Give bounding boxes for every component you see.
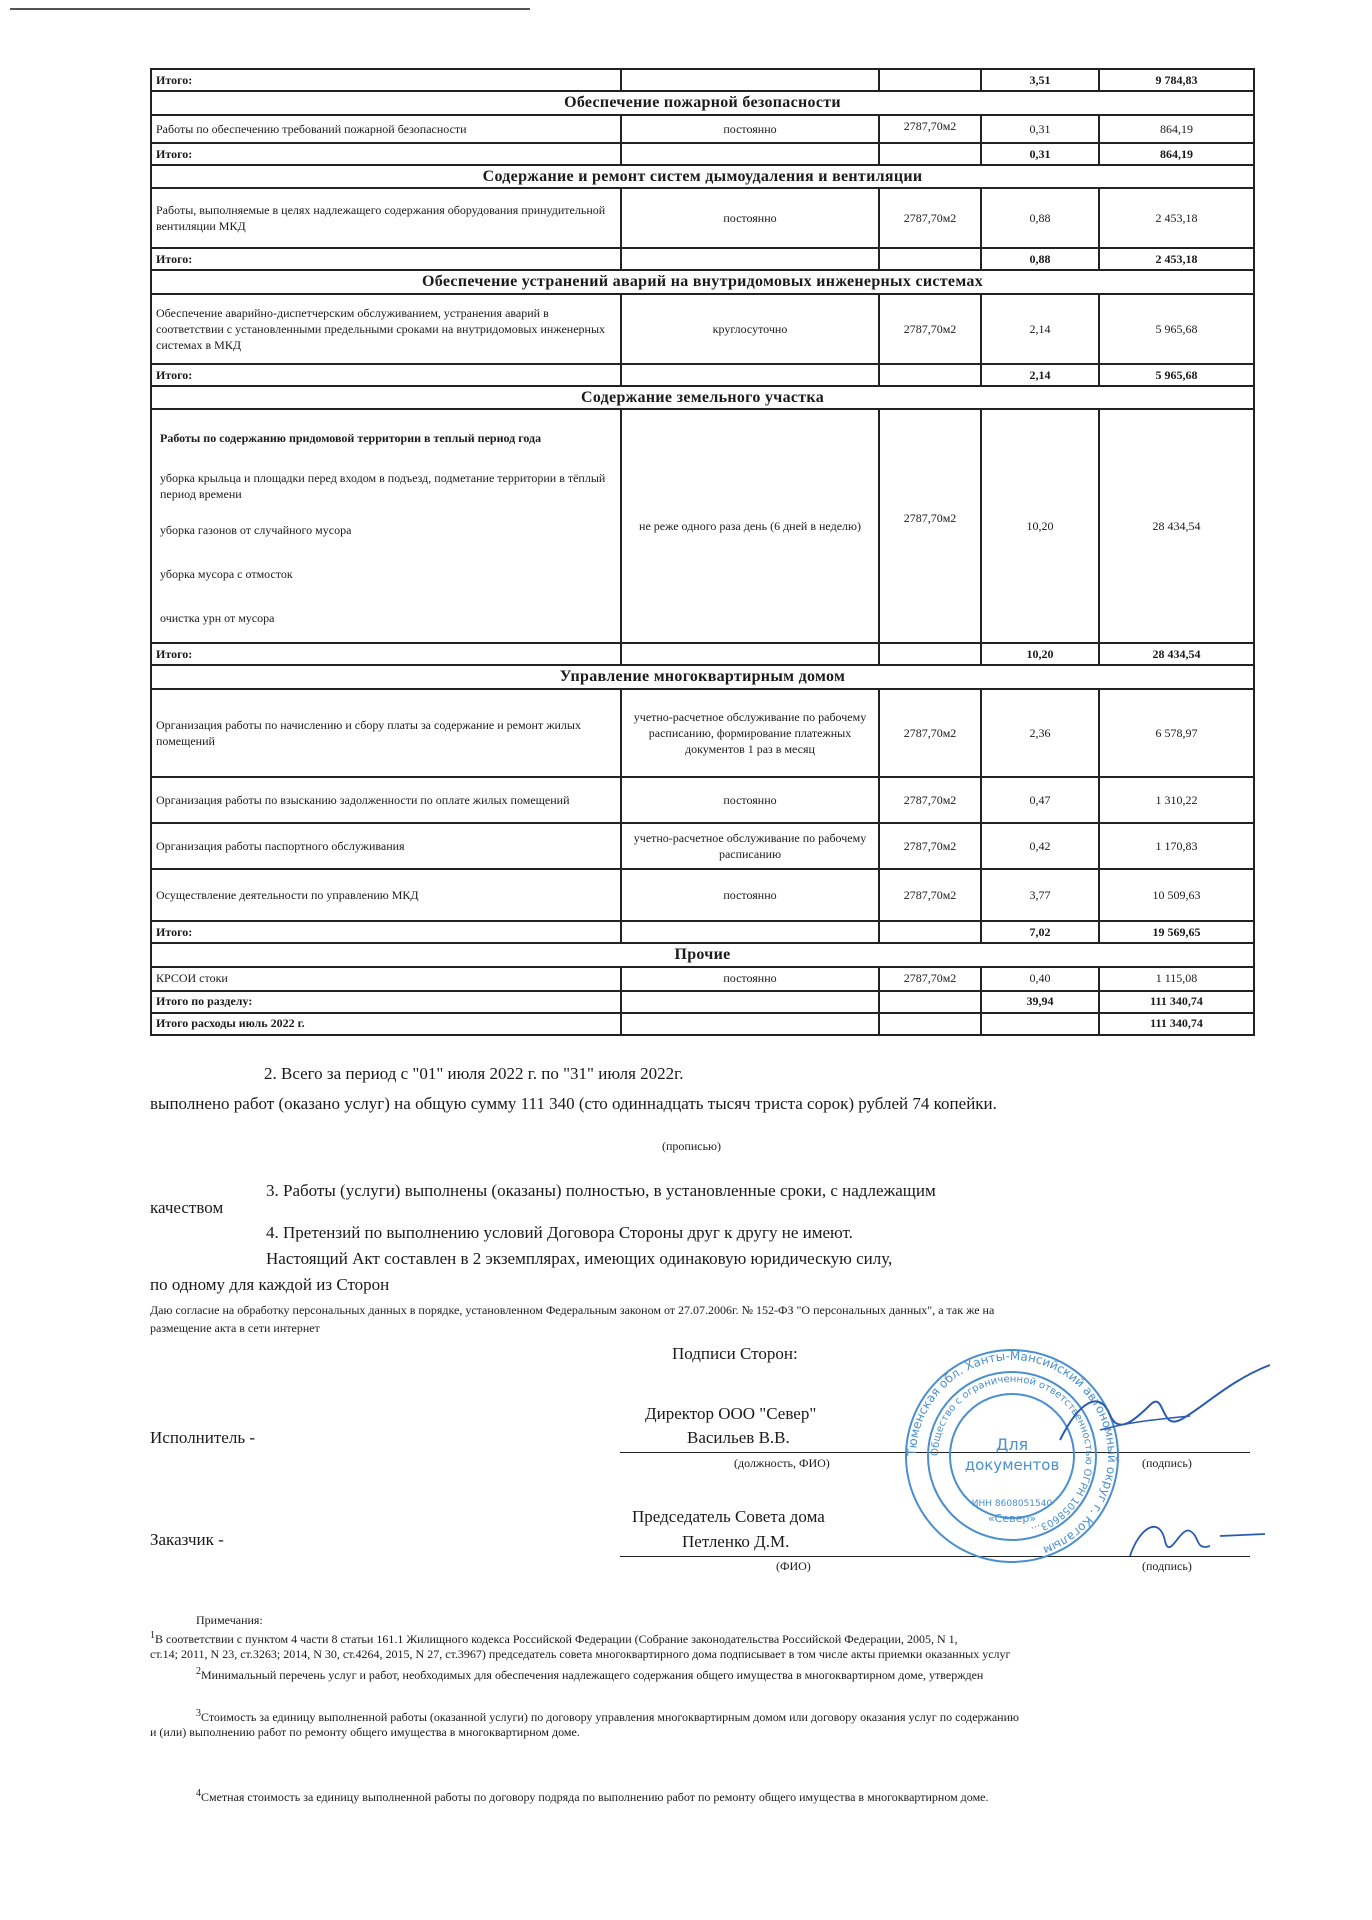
service-area: 2787,70м2 [879, 294, 981, 364]
empty-cell [621, 1013, 879, 1035]
service-rate: 0,47 [981, 777, 1099, 823]
land-rate: 10,20 [981, 409, 1099, 643]
service-row [151, 115, 1254, 143]
section-row [151, 91, 1254, 115]
customer-label: Заказчик - [150, 1530, 224, 1549]
service-name: Работы, выполняемые в целях надлежащего содержания оборудования принудительной вентиляции МКД [151, 188, 621, 248]
consent-line1: Даю согласие на обработку персональных данных в порядке, установленном Федеральным законом от 27.07.2006г. № 152-ФЗ "О персональных данных", а так же на [150, 1303, 995, 1317]
total-sum-line: выполнено работ (оказано услуг) на общую сумму 111 340 (сто одиннадцать тысяч триста сорок) рублей 74 копейки. [150, 1094, 997, 1113]
service-amount: 1 310,22 [1099, 777, 1254, 823]
service-period: круглосуточно [621, 294, 879, 364]
itogo-label: Итого: [151, 248, 621, 270]
executor-caption: (должность, ФИО) [734, 1456, 830, 1470]
service-name: КРСОИ стоки [151, 967, 621, 991]
empty-cell [621, 143, 879, 165]
empty-cell [879, 643, 981, 665]
paragraph-3: 3. Работы (услуги) выполнены (оказаны) полностью, в установленные сроки, с надлежащим [266, 1181, 936, 1200]
service-area: 2787,70м2 [879, 967, 981, 991]
empty-cell [621, 921, 879, 943]
propisyu-caption: (прописью) [662, 1139, 722, 1153]
period-line: 2. Всего за период с "01" июля 2022 г. по "31" июля 2022г. [264, 1064, 684, 1083]
service-rate: 3,77 [981, 869, 1099, 921]
itogo-rate: 10,20 [981, 643, 1099, 665]
empty-cell [879, 69, 981, 91]
empty-cell [981, 1013, 1099, 1035]
note-1-line2: ст.14; 2011, N 23, ст.3263; 2014, N 30, ст.4264, 2015, N 27, ст.3967) председатель совета многоквартирного дома подписывает в том числе акты приемки оказанных услуг [150, 1647, 1011, 1661]
itogo-amount: 5 965,68 [1099, 364, 1254, 386]
service-period: учетно-расчетное обслуживание по рабочему расписанию, формирование платежных документов 1 раз в месяц [621, 689, 879, 777]
note-2-mark: 2 [196, 1666, 201, 1677]
land-services-row [151, 409, 1254, 643]
empty-cell [879, 921, 981, 943]
itogo-rate: 0,31 [981, 143, 1099, 165]
land-services-list [151, 409, 621, 643]
section-title: Управление многоквартирным домом [151, 665, 1254, 689]
empty-cell [621, 643, 879, 665]
section-row [151, 386, 1254, 410]
note-4 [196, 1786, 988, 1805]
note-1-line1 [150, 1628, 1260, 1647]
service-amount: 10 509,63 [1099, 869, 1254, 921]
itogo-amount: 2 453,18 [1099, 248, 1254, 270]
services-table [150, 68, 1255, 1036]
service-name: Обеспечение аварийно-диспетчерским обслуживанием, устранения аварий в соответствии с установленными предельными сроками на внутридомовых инженерных системах в МКД [151, 294, 621, 364]
service-rate: 0,42 [981, 823, 1099, 869]
service-name: Организация работы по взысканию задолженности по оплате жилых помещений [151, 777, 621, 823]
itogo-row [151, 364, 1254, 386]
service-name: Работы по обеспечению требований пожарной безопасности [151, 115, 621, 143]
service-rate: 2,36 [981, 689, 1099, 777]
itogo-label: Итого: [151, 643, 621, 665]
empty-cell [879, 364, 981, 386]
itogo-row [151, 921, 1254, 943]
service-name: Осуществление деятельности по управлению МКД [151, 869, 621, 921]
service-area: 2787,70м2 [879, 777, 981, 823]
itogo-amount: 111 340,74 [1099, 991, 1254, 1013]
signatures-title: Подписи Сторон: [672, 1344, 798, 1363]
empty-cell [621, 248, 879, 270]
section-row [151, 943, 1254, 967]
service-row [151, 823, 1254, 869]
stamp-name: «Север» [987, 1512, 1037, 1525]
service-period: постоянно [621, 967, 879, 991]
land-service-item: Работы по содержанию придомовой территории в теплый период года [160, 431, 542, 446]
itogo-rate: 39,94 [981, 991, 1099, 1013]
service-area: 2787,70м2 [879, 869, 981, 921]
itogo-rate: 2,14 [981, 364, 1099, 386]
consent-line2: размещение акта в сети интернет [150, 1321, 320, 1335]
empty-cell [879, 991, 981, 1013]
section-total-row [151, 991, 1254, 1013]
customer-name: Петленко Д.М. [682, 1532, 790, 1551]
service-period: постоянно [621, 188, 879, 248]
section-row [151, 165, 1254, 189]
service-area: 2787,70м2 [879, 188, 981, 248]
service-area: 2787,70м2 [879, 689, 981, 777]
customer-handwritten-signature [1120, 1506, 1270, 1566]
note-3-line1 [196, 1706, 1019, 1725]
month-total-amount: 111 340,74 [1099, 1013, 1254, 1035]
land-service-item: уборка крыльца и площадки перед входом в подъезд, подметание территории в тёплый период времени [160, 471, 606, 502]
empty-cell [879, 1013, 981, 1035]
service-rate: 0,31 [981, 115, 1099, 143]
land-area: 2787,70м2 [879, 409, 981, 643]
itogo-rate: 3,51 [981, 69, 1099, 91]
section-row [151, 270, 1254, 294]
service-row [151, 777, 1254, 823]
itogo-rate: 7,02 [981, 921, 1099, 943]
service-period: учетно-расчетное обслуживание по рабочему расписанию [621, 823, 879, 869]
itogo-label: Итого: [151, 921, 621, 943]
service-row [151, 869, 1254, 921]
service-amount: 1 115,08 [1099, 967, 1254, 991]
itogo-label: Итого: [151, 69, 621, 91]
service-amount: 2 453,18 [1099, 188, 1254, 248]
note-1-text1: В соответствии с пунктом 4 части 8 статьи 161.1 Жилищного кодекса Российской Федерации (Собрание законодательства Российской Федерации, 2005, N 1, [155, 1632, 958, 1646]
land-period: не реже одного раза день (6 дней в неделю) [621, 409, 879, 643]
service-period: постоянно [621, 777, 879, 823]
note-2-text: Минимальный перечень услуг и работ, необходимых для обеспечения надлежащего содержания общего имущества в многоквартирном доме, утвержден [201, 1668, 984, 1682]
itogo-amount: 864,19 [1099, 143, 1254, 165]
land-service-item: очистка урн от мусора [160, 611, 275, 626]
section-title: Прочие [151, 943, 1254, 967]
service-amount: 1 170,83 [1099, 823, 1254, 869]
note-1-mark: 1 [150, 1630, 155, 1641]
itogo-amount: 28 434,54 [1099, 643, 1254, 665]
service-rate: 0,88 [981, 188, 1099, 248]
note-3-line2: и (или) выполнению работ по ремонту общего имущества в многоквартирном доме. [150, 1725, 580, 1739]
itogo-rate: 0,88 [981, 248, 1099, 270]
executor-position: Директор ООО "Север" [645, 1404, 817, 1423]
land-service-item: уборка мусора с отмосток [160, 567, 293, 582]
section-title: Содержание и ремонт систем дымоудаления и вентиляции [151, 165, 1254, 189]
section-title: Обеспечение устранений аварий на внутридомовых инженерных системах [151, 270, 1254, 294]
customer-position: Председатель Совета дома [632, 1507, 825, 1526]
service-rate: 2,14 [981, 294, 1099, 364]
empty-cell [621, 991, 879, 1013]
note-3-text1: Стоимость за единицу выполненной работы (оказанной услуги) по договору управления многоквартирным домом или договору оказания услуг по содержанию [201, 1710, 1019, 1724]
executor-sign-caption: (подпись) [1142, 1456, 1192, 1470]
customer-sign-caption: (подпись) [1142, 1559, 1192, 1573]
service-period: постоянно [621, 869, 879, 921]
itogo-label: Итого по разделу: [151, 991, 621, 1013]
month-total-label: Итого расходы июль 2022 г. [151, 1013, 621, 1035]
itogo-row [151, 643, 1254, 665]
note-3-mark: 3 [196, 1708, 201, 1719]
empty-cell [879, 143, 981, 165]
note-4-mark: 4 [196, 1788, 201, 1799]
note-4-text: Сметная стоимость за единицу выполненной работы по договору подряда по выполнению работ по ремонту общего имущества в многоквартирном доме. [201, 1790, 989, 1804]
stamp-inn: ИНН 8608051540 [971, 1499, 1053, 1509]
customer-caption: (ФИО) [776, 1559, 811, 1573]
service-row [151, 294, 1254, 364]
itogo-label: Итого: [151, 143, 621, 165]
empty-cell [621, 364, 879, 386]
service-name: Организация работы паспортного обслуживания [151, 823, 621, 869]
empty-cell [621, 69, 879, 91]
paragraph-5-line2: по одному для каждой из Сторон [150, 1275, 390, 1294]
executor-handwritten-signature [1040, 1360, 1280, 1460]
top-rule [10, 8, 530, 10]
service-name: Организация работы по начислению и сбору платы за содержание и ремонт жилых помещений [151, 689, 621, 777]
itogo-row [151, 248, 1254, 270]
service-amount: 5 965,68 [1099, 294, 1254, 364]
service-area: 2787,70м2 [879, 115, 981, 143]
service-row [151, 689, 1254, 777]
land-service-item: уборка газонов от случайного мусора [160, 523, 352, 538]
itogo-row [151, 69, 1254, 91]
service-rate: 0,40 [981, 967, 1099, 991]
stamp-inner-text: Общество с ограниченной ответственностью ОГРН 1058603… [929, 1373, 1095, 1536]
section-title: Содержание земельного участка [151, 386, 1254, 410]
paragraph-5-line1: Настоящий Акт составлен в 2 экземплярах, имеющих одинаковую юридическую силу, [266, 1249, 893, 1268]
service-row [151, 188, 1254, 248]
stamp-center-line2: документов [964, 1456, 1060, 1474]
executor-name: Васильев В.В. [687, 1428, 790, 1447]
itogo-amount: 19 569,65 [1099, 921, 1254, 943]
stamp-center-line1: Для [995, 1435, 1029, 1454]
paragraph-4: 4. Претензий по выполнению условий Договора Стороны друг к другу не имеют. [266, 1223, 853, 1242]
notes-title: Примечания: [196, 1613, 263, 1627]
stamp-outer-text: Тюменская обл. Ханты-Мансийский автономный округ г. Когалым [904, 1348, 1120, 1558]
itogo-row [151, 143, 1254, 165]
service-period: постоянно [621, 115, 879, 143]
note-2 [196, 1664, 983, 1683]
itogo-amount: 9 784,83 [1099, 69, 1254, 91]
itogo-label: Итого: [151, 364, 621, 386]
service-row [151, 967, 1254, 991]
section-row [151, 665, 1254, 689]
service-amount: 6 578,97 [1099, 689, 1254, 777]
empty-cell [879, 248, 981, 270]
service-area: 2787,70м2 [879, 823, 981, 869]
section-title: Обеспечение пожарной безопасности [151, 91, 1254, 115]
service-amount: 864,19 [1099, 115, 1254, 143]
paragraph-3-cont: качеством [150, 1198, 224, 1217]
land-amount: 28 434,54 [1099, 409, 1254, 643]
executor-label: Исполнитель - [150, 1428, 255, 1447]
month-total-row [151, 1013, 1254, 1035]
